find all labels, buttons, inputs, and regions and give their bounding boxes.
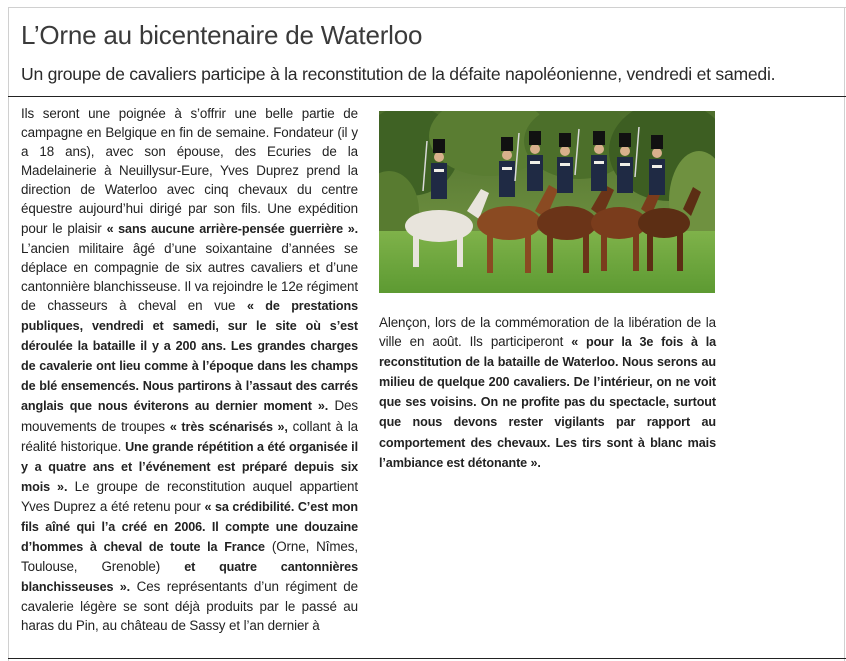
body-quote: « sans aucune arrière-pensée guerrière ». (106, 221, 358, 236)
cavalry-photo (379, 111, 715, 293)
body-quote: « pour la 3e fois à la reconstitution de la bataille de Waterloo. Nous serons au milieu de quelque 200 cavaliers. De l’intérieur, on ne voit que ses voisins. On ne profite pas du spectacle, surtout que nous devons rester vigilants par rapport au comportement des chevaux. Les tirs sont à blanc mais l’ambiance est détonante ». (379, 335, 717, 470)
frame-left-border (8, 7, 9, 661)
body-quote: et quatre cantonnières blanchisseuses ». (21, 560, 358, 595)
body-quote: « très scénarisés », (169, 419, 288, 434)
footer-rule (8, 658, 846, 659)
body-segment: collant à la réalité historique. (21, 418, 358, 454)
article-title: L’Orne au bicentenaire de Waterloo (21, 20, 423, 50)
body-segment: Le groupe de reconstitution auquel appartient Yves Duprez a été retenu pour (21, 478, 358, 514)
body-segment: Des mouvements de troupes (21, 398, 358, 434)
body-segment: Alençon, lors de la commémoration de la libération de la ville en août. Ils participeront (379, 315, 716, 350)
article-body-left-column (21, 104, 358, 654)
body-segment: Ces représentants d’un régiment de cavalerie légère se sont déjà produits par le passé au haras du Pin, au château de Sassy et l’an dernier à (21, 579, 358, 634)
article-body-right-column (379, 313, 716, 473)
header-rule (8, 96, 846, 97)
body-quote: « de prestations publiques, vendredi et samedi, sur le site où s’est déroulée la bataille il y a 200 ans. Les grandes charges de cavalerie ont lieu comme à l’époque dans les champs de blé ensemencés. Nous partirons à l’assaut des carrés anglais que nous éviterons au dernier moment ». (21, 298, 358, 414)
frame-right-border (844, 7, 845, 661)
body-segment: L’ancien militaire âgé d’une soixantaine d’années se déplace en compagnie de six autres cavaliers et d’une cantonnière blanchisseuse. Il va rejoindre le 12e régiment de chasseurs à cheval en vue (21, 240, 358, 313)
body-quote: « sa crédibilité. C’est mon fils aîné qui l’a créé en 2006. Il compte une douzaine d’hommes à cheval de toute la France (21, 499, 358, 555)
body-segment: Ils seront une poignée à s’offrir une belle partie de campagne en Belgique en fin de semaine. Fondateur (il y a 18 ans), avec son épouse, des Ecuries de la Madelainerie à Neuillysur-Eure, Yves Duprez prend la direction de Waterloo avec cinq chevaux du centre équestre aujourd’hui dirigé par son fils. Une expédition pour le plaisir (21, 106, 358, 236)
body-segment: (Orne, Nîmes, Toulouse, Grenoble) (21, 539, 358, 575)
article-subtitle: Un groupe de cavaliers participe à la reconstitution de la défaite napoléonienne, vendredi et samedi. (21, 64, 776, 84)
frame-top-border (8, 7, 846, 8)
body-quote: Une grande répétition a été organisée il y a quatre ans et l’événement est préparé depuis six mois ». (21, 439, 358, 494)
